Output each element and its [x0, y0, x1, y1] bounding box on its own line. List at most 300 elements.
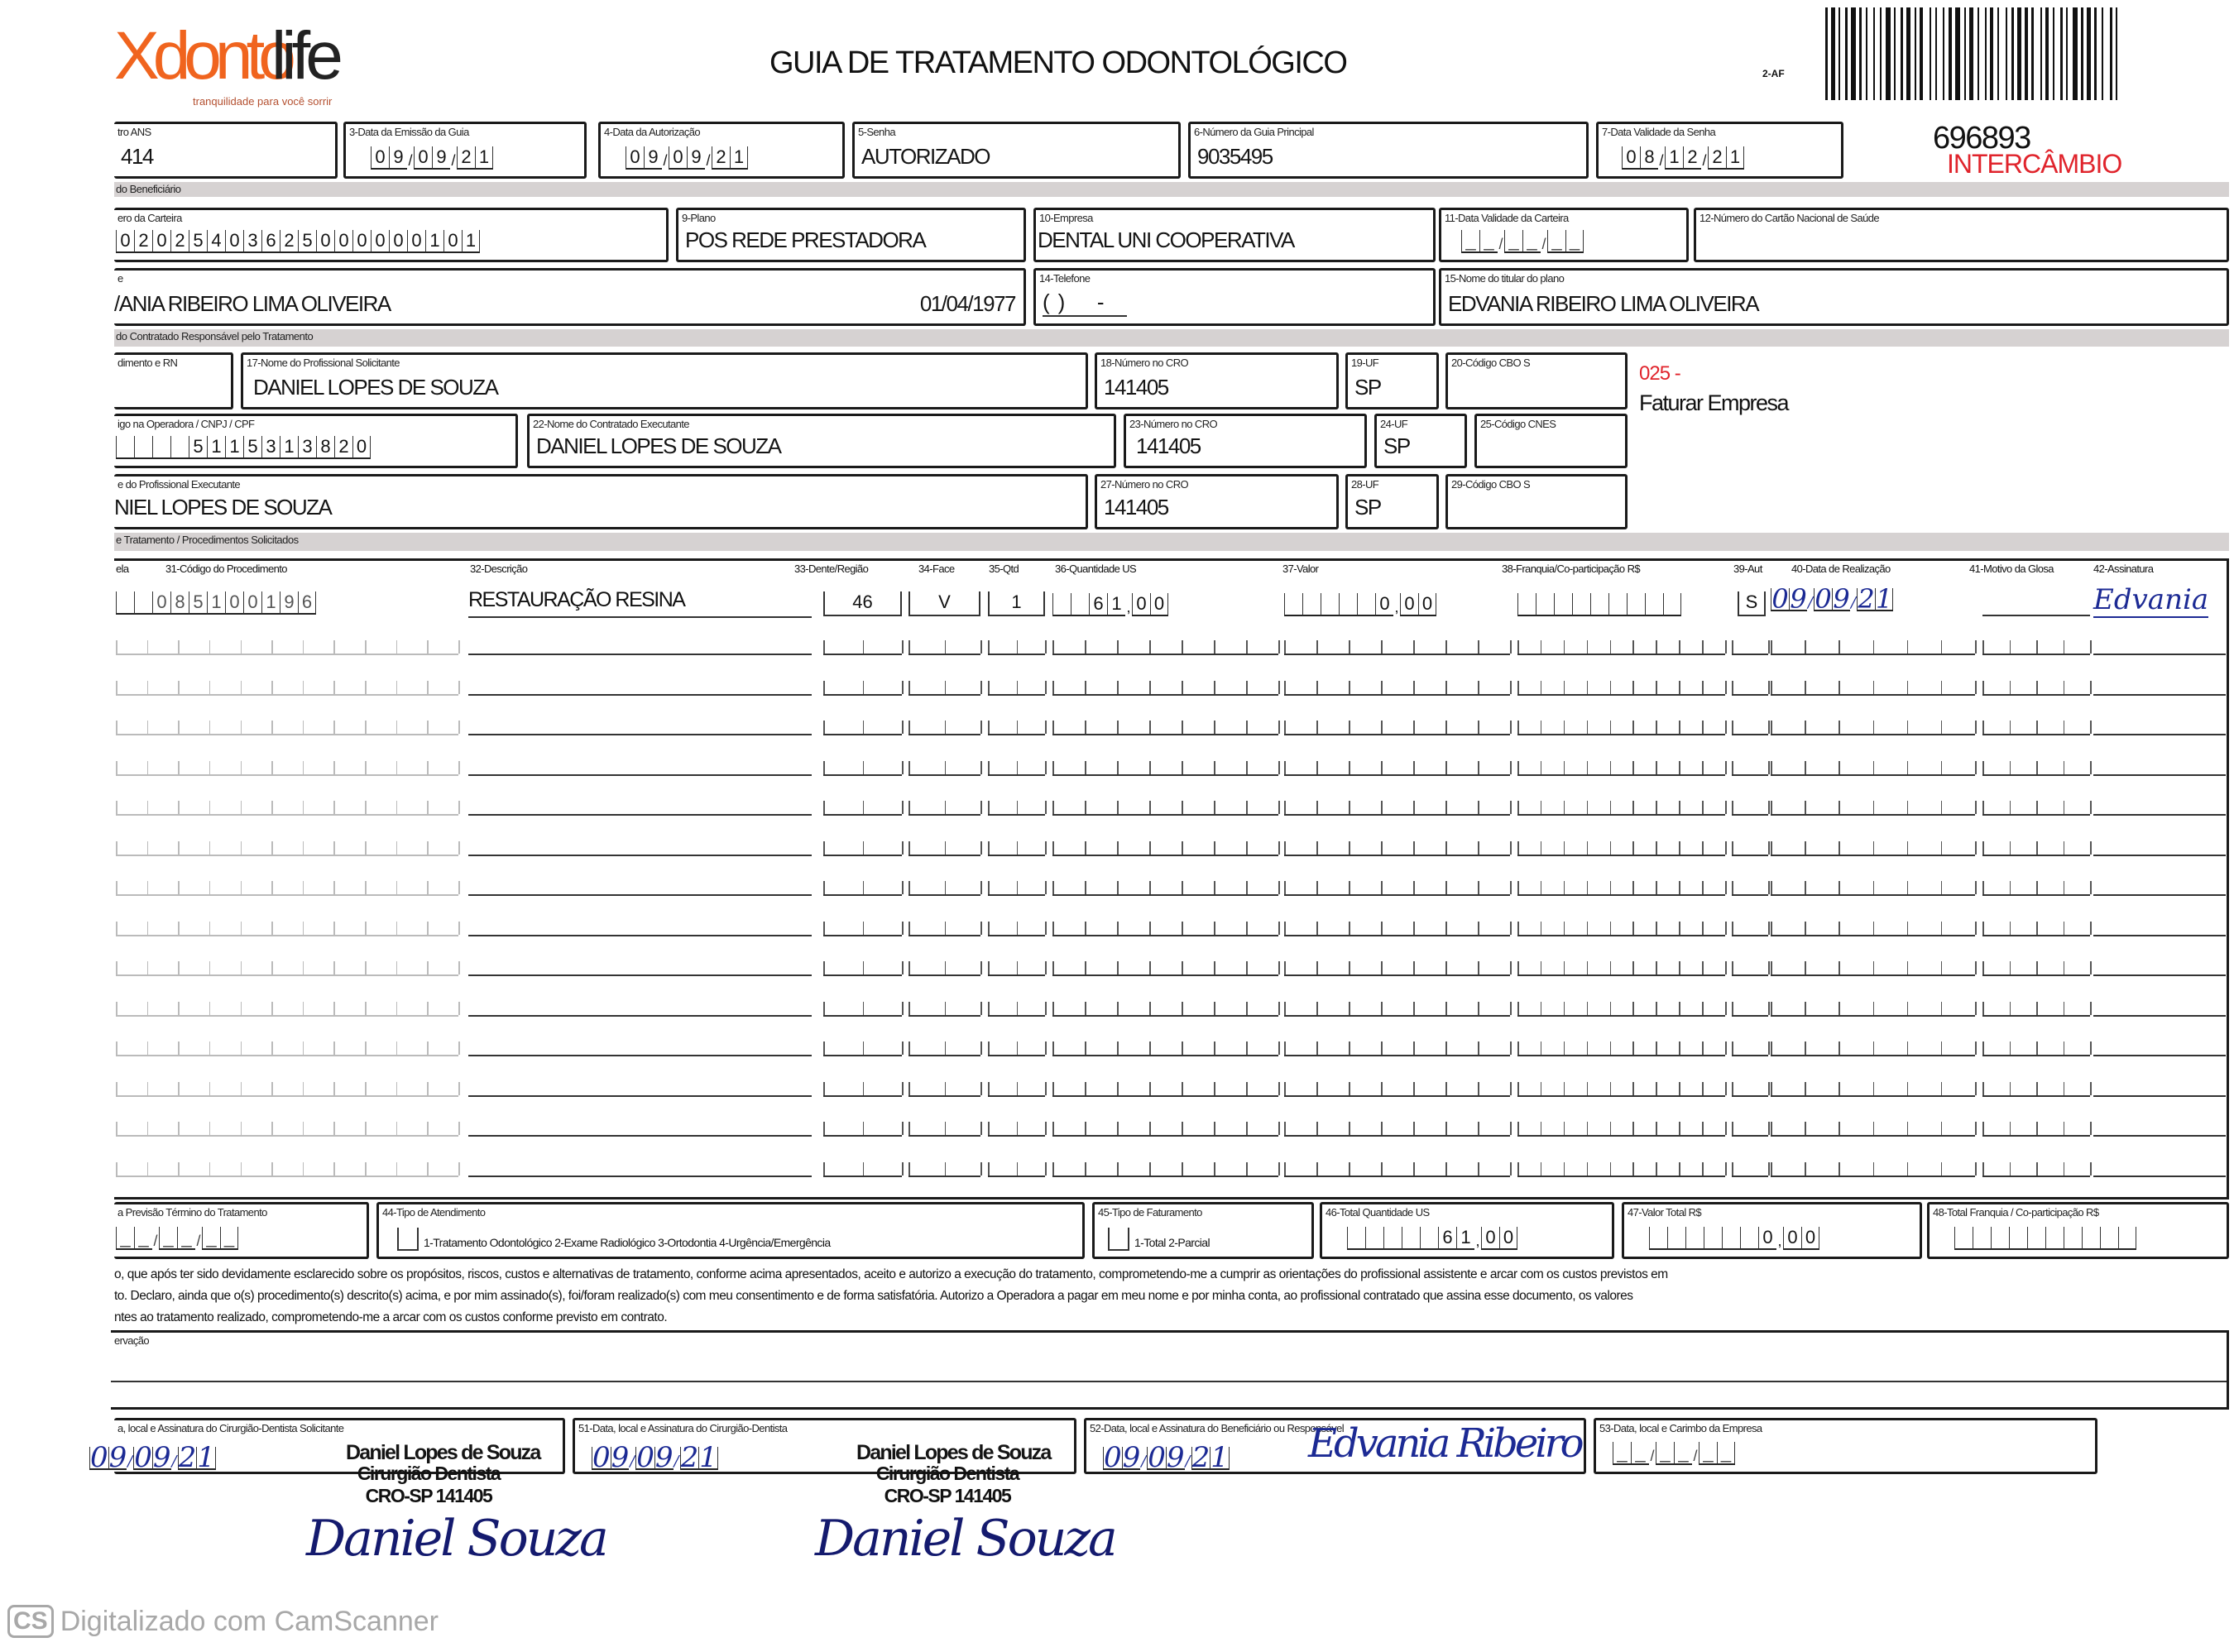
digit-cell [1590, 593, 1608, 616]
cell-tick [980, 1162, 982, 1176]
cell-tick [902, 1041, 904, 1055]
cell-tick [116, 801, 117, 814]
cell-tick [209, 761, 211, 774]
table-row-empty[interactable] [0, 789, 2234, 822]
cell-tick [1214, 801, 1215, 814]
value: 141405 [1104, 375, 1168, 400]
digit-cell: 3 [243, 230, 261, 253]
cell-tick [303, 761, 304, 774]
cell-tick [1541, 961, 1542, 974]
digit-cell: 0 [407, 230, 425, 253]
digit-cell: 0 [243, 591, 261, 615]
cell-tick [823, 841, 825, 855]
cell-underline [908, 1095, 980, 1097]
cell-tick [1017, 721, 1019, 734]
cell-tick [1632, 1082, 1634, 1095]
field-uf-solicitante[interactable] [1345, 352, 1439, 409]
name: Daniel Lopes de Souza [856, 1441, 1051, 1464]
cell-tick [458, 881, 460, 894]
label: 6-Número da Guia Principal [1194, 126, 1314, 138]
cell-underline [908, 774, 980, 776]
cell-tick [980, 761, 982, 774]
checkbox-tipo-atendimento[interactable] [397, 1228, 419, 1251]
cell-tick [1982, 1162, 1984, 1176]
digit-cell [1608, 593, 1627, 616]
checkbox-tipo-faturamento[interactable] [1108, 1228, 1129, 1251]
cell-underline [1052, 654, 1278, 655]
cell-tick [1349, 681, 1350, 694]
field-registro-ans [114, 122, 338, 179]
cell-tick [2064, 640, 2065, 654]
table-row-empty[interactable] [0, 1030, 2234, 1063]
cell-underline [1052, 694, 1278, 696]
cell-underline [1982, 894, 2090, 896]
table-row-empty[interactable] [0, 1151, 2234, 1184]
cell-tick [1771, 640, 1772, 654]
cell-tick [1838, 681, 1840, 694]
beneficiary-signature: Edvania Ribeiro [1308, 1420, 1581, 1467]
field-data-emissao[interactable] [343, 122, 587, 179]
cell-tick [2010, 961, 2011, 974]
cell-underline [988, 1176, 1045, 1177]
cell-tick [1768, 801, 1770, 814]
field-cro-contratado[interactable] [1124, 414, 1367, 468]
cell-tick [1725, 961, 1727, 974]
table-row-empty[interactable] [0, 1110, 2234, 1143]
cell-tick [1771, 1122, 1772, 1135]
cell-tick [1838, 961, 1840, 974]
cell-tick [427, 640, 429, 654]
field-cnes[interactable] [1474, 414, 1628, 468]
cell-tick [2036, 721, 2038, 734]
cell-tick [1725, 1122, 1727, 1135]
table-row-empty[interactable] [0, 830, 2234, 863]
cell-underline [116, 694, 458, 696]
cell-tick [1768, 881, 1770, 894]
cell-tick [1941, 1002, 1943, 1015]
cell-tick [1149, 801, 1151, 814]
cell-tick [1838, 881, 1840, 894]
cell-tick [1679, 640, 1680, 654]
cell-tick [209, 961, 211, 974]
th-valor: 37-Valor [1282, 563, 1319, 575]
cell-tick [1610, 841, 1612, 855]
cell-tick [1510, 1041, 1512, 1055]
cell-tick [823, 1082, 825, 1095]
cell-tick [1149, 721, 1151, 734]
cell-tick [333, 1122, 335, 1135]
field-total-us[interactable] [1320, 1202, 1614, 1259]
svg-text:tranquilidade para você sorrir: tranquilidade para você sorrir [193, 95, 333, 108]
cell-underline [823, 1135, 902, 1137]
cell-underline [1982, 734, 2090, 735]
cell-tick [1610, 640, 1612, 654]
cell-tick [1587, 1002, 1589, 1015]
cell-tick [303, 881, 304, 894]
cell-qtd-us [1052, 591, 1168, 616]
field-plano[interactable] [676, 208, 1026, 262]
cell-tick [209, 1082, 211, 1095]
table-row-empty[interactable] [0, 910, 2234, 943]
cell-underline [1517, 1135, 1725, 1137]
field-cro-executante[interactable] [1095, 474, 1339, 529]
cell-tick [1975, 1002, 1977, 1015]
cell-underline [1284, 894, 1510, 896]
cell-tick [333, 1162, 335, 1176]
field-previsao-termino[interactable] [114, 1202, 369, 1259]
cell-tick [1805, 961, 1806, 974]
cell-tick [863, 801, 865, 814]
cell-tick [1117, 721, 1119, 734]
cell-tick [303, 801, 304, 814]
label: ero da Carteira [117, 212, 182, 224]
cell-tick [1941, 721, 1943, 734]
table-row-empty[interactable] [0, 1070, 2234, 1104]
cell-tick [1702, 961, 1704, 974]
cell-underline [1517, 974, 1725, 976]
field-senha[interactable] [852, 122, 1181, 179]
value: 9035495 [1197, 144, 1273, 169]
camscanner-watermark [7, 1605, 439, 1638]
cell-tick [178, 1162, 180, 1176]
cell-tick [1182, 881, 1183, 894]
label: 51-Data, local e Assinatura do Cirurgião-Dentista [578, 1422, 788, 1434]
cell-tick [209, 1002, 211, 1015]
digit-cell [1357, 593, 1375, 616]
field-valor-total[interactable] [1622, 1202, 1922, 1259]
cell-tick [147, 761, 149, 774]
cell-tick [1873, 1122, 1875, 1135]
cell-tick [1517, 1002, 1519, 1015]
options: 1-Tratamento Odontológico 2-Exame Radiológico 3-Ortodontia 4-Urgência/Emergência [424, 1236, 831, 1249]
cell-tick [1278, 801, 1280, 814]
cell-tick [147, 801, 149, 814]
digit-cell: _ [202, 1227, 220, 1250]
table-row-empty[interactable] [0, 869, 2234, 903]
cell-tick [1117, 801, 1119, 814]
field-validade-senha[interactable] [1596, 122, 1843, 179]
digit-cell [1071, 593, 1089, 616]
field-telefone[interactable] [1033, 268, 1436, 326]
cell-tick [116, 721, 117, 734]
digit-cell: 0 [225, 230, 243, 253]
digit-cell [1365, 1227, 1383, 1250]
cell-tick [1052, 922, 1054, 935]
cell-tick [1478, 640, 1479, 654]
cell-tick [1085, 801, 1086, 814]
cell-tick [241, 1041, 242, 1055]
descricao-line [468, 694, 812, 696]
barcode-bar [1943, 7, 1944, 100]
cell-tick [396, 841, 398, 855]
field-cbo-executante[interactable] [1445, 474, 1628, 529]
cell-tick [427, 961, 429, 974]
cell-tick [1413, 640, 1415, 654]
cell-underline [1982, 694, 2090, 696]
field-contratado-executante[interactable] [527, 414, 1116, 468]
cell-tick [1732, 922, 1733, 935]
cell-tick [1182, 801, 1183, 814]
cell-tick [1381, 881, 1383, 894]
cell-tick [1982, 1002, 1984, 1015]
cell-underline [908, 1176, 980, 1177]
field-total-franquia[interactable] [1927, 1202, 2229, 1259]
date [1103, 1441, 1230, 1474]
cell-tick [2064, 1082, 2065, 1095]
cell-tick [1564, 1041, 1565, 1055]
field-uf-executante[interactable] [1345, 474, 1439, 529]
cell-tick [1214, 922, 1215, 935]
field-assinatura-beneficiario[interactable] [1084, 1418, 1586, 1474]
cell-tick [1873, 761, 1875, 774]
descricao-line [468, 814, 812, 816]
assinatura-line [2093, 1135, 2226, 1137]
field-data-autorizacao[interactable] [598, 122, 845, 179]
cell-tick [1732, 841, 1733, 855]
cell-tick [1017, 681, 1019, 694]
field-profissional-executante[interactable] [114, 474, 1088, 529]
field-cbo-solicitante[interactable] [1445, 352, 1628, 409]
cell-tick [241, 640, 242, 654]
cell-tick [1413, 1082, 1415, 1095]
cell-underline [1982, 1176, 2090, 1177]
cell-underline [908, 1055, 980, 1056]
table-row-empty[interactable] [0, 709, 2234, 742]
digit-cell: 2 [334, 436, 352, 459]
barcode-bar [1935, 7, 1937, 100]
cell-tick [1349, 881, 1350, 894]
cell-tick [1278, 1162, 1280, 1176]
cell-underline [1982, 855, 2090, 856]
cell-tick [427, 922, 429, 935]
cell-tick [908, 1041, 910, 1055]
digit-cell: / [706, 152, 711, 169]
cell-tick [1679, 681, 1680, 694]
cell-tick [178, 1122, 180, 1135]
cell-tick [1975, 640, 1977, 654]
cell-tick [1907, 841, 1909, 855]
digit-cell: 1 [261, 591, 280, 615]
table-row-empty[interactable] [0, 629, 2234, 662]
cell-underline [823, 774, 902, 776]
cell-tick [1278, 1002, 1280, 1015]
field-guia-principal[interactable] [1188, 122, 1589, 179]
cell-underline [1771, 1095, 1975, 1097]
cell-tick [1587, 761, 1589, 774]
digit-cell: 2 [1708, 146, 1726, 170]
svg-text:Xdonto: Xdonto [114, 18, 290, 93]
cell-underline [1732, 1015, 1768, 1017]
digit-cell: 9 [644, 146, 662, 170]
cell-tick [1052, 1122, 1054, 1135]
field-numero-carteira[interactable] [114, 208, 669, 262]
cell-tick [1587, 922, 1589, 935]
cell-tick [1045, 721, 1047, 734]
cell-tick [116, 922, 117, 935]
cell-tick [1564, 961, 1565, 974]
cell-tick [2010, 1122, 2011, 1135]
descricao-line [468, 734, 812, 735]
field-atendimento-rn[interactable] [114, 352, 233, 409]
digit-cell: 1 [1726, 146, 1744, 170]
cell-tick [241, 801, 242, 814]
cell-tick [980, 881, 982, 894]
cell-tick [1982, 961, 1984, 974]
cell-tick [1587, 841, 1589, 855]
cell-tick [1725, 922, 1727, 935]
digit-cell [1052, 593, 1071, 616]
cell-tick [1975, 922, 1977, 935]
table-row-empty[interactable] [0, 749, 2234, 783]
field-carimbo-empresa[interactable] [1594, 1418, 2097, 1474]
cell-tick [333, 961, 335, 974]
digit-cell [1954, 1227, 1973, 1250]
label: 44-Tipo de Atendimento [382, 1206, 486, 1219]
digit-cell: / [630, 1453, 635, 1470]
field-cartao-nacional-saude[interactable] [1694, 208, 2229, 262]
cell-tick [271, 681, 273, 694]
cell-tick [1771, 1082, 1772, 1095]
cell-underline [1052, 855, 1278, 856]
cell-tick [1445, 922, 1447, 935]
digit-cell: _ [116, 1227, 134, 1250]
cell-tick [1510, 681, 1512, 694]
cell-tick [1564, 881, 1565, 894]
cell-tick [823, 961, 825, 974]
cell-tick [908, 1082, 910, 1095]
cell-tick [1278, 881, 1280, 894]
cell-tick [863, 1002, 865, 1015]
digit-cell: _ [159, 1227, 177, 1250]
field-titular-plano[interactable] [1439, 268, 2229, 326]
value [116, 434, 371, 459]
camscanner-icon: CS [7, 1605, 54, 1638]
cell-tick [1149, 841, 1151, 855]
cell-tick [241, 922, 242, 935]
th-codigo: 31-Código do Procedimento [165, 563, 287, 575]
digit-cell: 0 [1499, 1227, 1517, 1250]
cell-tick [271, 961, 273, 974]
th-assinatura: 42-Assinatura [2093, 563, 2154, 575]
barcode-bar [1920, 7, 1923, 100]
field-cro-solicitante[interactable] [1095, 352, 1339, 409]
cell-tick [1246, 1082, 1248, 1095]
field-tipo-atendimento[interactable] [376, 1202, 1085, 1259]
cell-tick [1771, 1162, 1772, 1176]
digit-cell: 0 [1783, 1227, 1801, 1250]
cell-tick [1838, 801, 1840, 814]
cell-tick [1349, 922, 1350, 935]
cell-tick [1214, 681, 1215, 694]
descricao-line [468, 1015, 812, 1017]
cell-tick [1702, 801, 1704, 814]
cell-tick [1052, 1041, 1054, 1055]
cell-tick [1941, 881, 1943, 894]
cell-tick [396, 1162, 398, 1176]
digit-cell: 0 [371, 146, 389, 170]
field-tipo-faturamento[interactable] [1092, 1202, 1314, 1259]
cell-descricao: RESTAURAÇÃO RESINA [468, 588, 812, 618]
cell-tick [1975, 1082, 1977, 1095]
field-empresa[interactable] [1033, 208, 1436, 262]
cell-tick [1982, 721, 1984, 734]
cell-tick [980, 640, 982, 654]
cell-tick [1381, 761, 1383, 774]
table-row[interactable] [0, 583, 2234, 623]
label: 12-Número do Cartão Nacional de Saúde [1699, 212, 1879, 224]
digit-cell: 0 [1771, 583, 1789, 615]
cell-tick [1052, 1082, 1054, 1095]
cell-underline [908, 654, 980, 655]
cell-underline [908, 1015, 980, 1017]
digit-cell [1339, 593, 1357, 616]
cell-tick [1768, 1082, 1770, 1095]
cell-tick [1214, 1082, 1215, 1095]
digit-cell [1420, 1227, 1438, 1250]
digit-cell: 0 [152, 591, 170, 615]
table-row-empty[interactable] [0, 669, 2234, 702]
field-cnpj-cpf[interactable] [114, 414, 518, 468]
cell-tick [1873, 721, 1875, 734]
cell-tick [2036, 1082, 2038, 1095]
cell-valor [1284, 591, 1436, 616]
digit-cell: 1 [425, 230, 443, 253]
digit-cell: _ [134, 1227, 152, 1250]
cell-tick [1632, 881, 1634, 894]
barcode-bar [2053, 7, 2054, 100]
label: 5-Senha [858, 126, 895, 138]
cell-tick [1702, 1082, 1704, 1095]
cell-underline [1517, 734, 1725, 735]
cell-tick [1632, 922, 1634, 935]
digit-cell: 8 [316, 436, 334, 459]
cell-tick [1587, 1162, 1589, 1176]
digit-cell [152, 436, 170, 459]
cell-tick [178, 1002, 180, 1015]
note-code: 025 - [1639, 362, 1680, 385]
table-row-empty[interactable] [0, 990, 2234, 1023]
cell-underline [908, 694, 980, 696]
cell-tick [1768, 1041, 1770, 1055]
cell-tick [2010, 881, 2011, 894]
table-row-empty[interactable] [0, 950, 2234, 983]
cell-tick [333, 841, 335, 855]
digit-cell: 1 [699, 1441, 717, 1474]
cell-tick [1838, 721, 1840, 734]
digit-cell [2064, 1227, 2082, 1250]
th-tabela: ela [116, 563, 129, 575]
cell-tick [2036, 1122, 2038, 1135]
cell-tick [1214, 1122, 1215, 1135]
cell-tick [178, 721, 180, 734]
field-profissional-solicitante[interactable] [241, 352, 1088, 409]
cell-tick [1284, 1002, 1286, 1015]
field-validade-carteira[interactable] [1439, 208, 1689, 262]
cell-tick [1768, 1002, 1770, 1015]
barcode-bar [2040, 7, 2042, 100]
cell-underline [823, 694, 902, 696]
cell-tick [908, 721, 910, 734]
field-nome-beneficiario[interactable] [114, 268, 1026, 326]
field-uf-contratado[interactable] [1374, 414, 1467, 468]
cell-tick [1117, 1162, 1119, 1176]
value: AUTORIZADO [861, 144, 990, 169]
cell-tick [458, 681, 460, 694]
field-observacao[interactable] [111, 1330, 2229, 1410]
cell-underline [1732, 814, 1768, 816]
cell-tick [823, 801, 825, 814]
cell-tick [1564, 1002, 1565, 1015]
